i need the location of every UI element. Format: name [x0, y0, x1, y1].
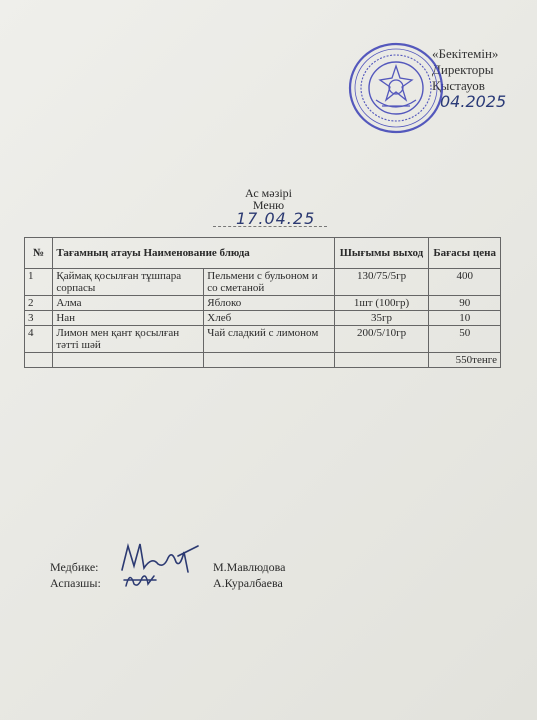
row-dish-ru: Яблоко — [204, 296, 334, 311]
row-output: 35гр — [334, 311, 429, 326]
row-num: 3 — [25, 311, 53, 326]
header-price: Бағасы цена — [429, 238, 501, 269]
cook-role: Аспазшы: — [50, 576, 101, 590]
total-empty-cell — [53, 353, 204, 368]
total-empty-cell — [334, 353, 429, 368]
table-total-row — [25, 353, 501, 368]
total-empty-cell — [25, 353, 53, 368]
row-dish-kz: Алма — [53, 296, 204, 311]
row-price: 400 — [429, 269, 501, 296]
menu-title-ru: Меню — [252, 198, 285, 212]
row-dish-kz: Қаймақ қосылған тұшпара сорпасы — [53, 269, 204, 296]
header-output: Шығымы выход — [334, 238, 429, 269]
approval-date: 04.2025 — [440, 92, 507, 111]
row-dish-kz: Нан — [53, 311, 204, 326]
cook-signature-row — [50, 576, 283, 591]
total-empty-cell — [204, 353, 334, 368]
cook-name: А.Куралбаева — [213, 576, 283, 590]
nurse-name: М.Мавлюдова — [213, 560, 286, 574]
approval-line-1: «Бекітемін» — [432, 46, 499, 61]
row-output: 130/75/5гр — [334, 269, 429, 296]
row-price: 50 — [429, 326, 501, 353]
row-price: 90 — [429, 296, 501, 311]
row-dish-ru: Чай сладкий с лимоном — [204, 326, 334, 353]
row-output: 1шт (100гр) — [334, 296, 429, 311]
menu-date-handwritten: 17.04.25 — [236, 209, 316, 228]
cook-signature-scribble — [120, 566, 160, 592]
date-underline — [213, 226, 327, 227]
table-row — [25, 296, 501, 311]
table-row — [25, 326, 501, 353]
table-header-row — [25, 238, 501, 269]
row-dish-kz: Лимон мен қант қосылған тәтті шәй — [53, 326, 204, 353]
header-dish-name: Тағамның атауы Наименование блюда — [53, 238, 334, 269]
row-num: 1 — [25, 269, 53, 296]
header-num: № — [25, 238, 53, 269]
menu-title-kz: Ас мәзірі — [244, 186, 293, 200]
approval-line-3: Қыстауов — [432, 78, 485, 93]
table-row — [25, 311, 501, 326]
total-sum: 550тенге — [429, 353, 501, 368]
menu-table — [24, 237, 501, 368]
official-seal-stamp — [346, 40, 446, 136]
approval-line-2: Директоры — [432, 62, 494, 77]
nurse-role: Медбике: — [50, 560, 99, 574]
table-row — [25, 269, 501, 296]
row-price: 10 — [429, 311, 501, 326]
row-output: 200/5/10гр — [334, 326, 429, 353]
row-dish-ru: Хлеб — [204, 311, 334, 326]
row-num: 2 — [25, 296, 53, 311]
row-num: 4 — [25, 326, 53, 353]
row-dish-ru: Пельмени с бульоном и со сметаной — [204, 269, 334, 296]
